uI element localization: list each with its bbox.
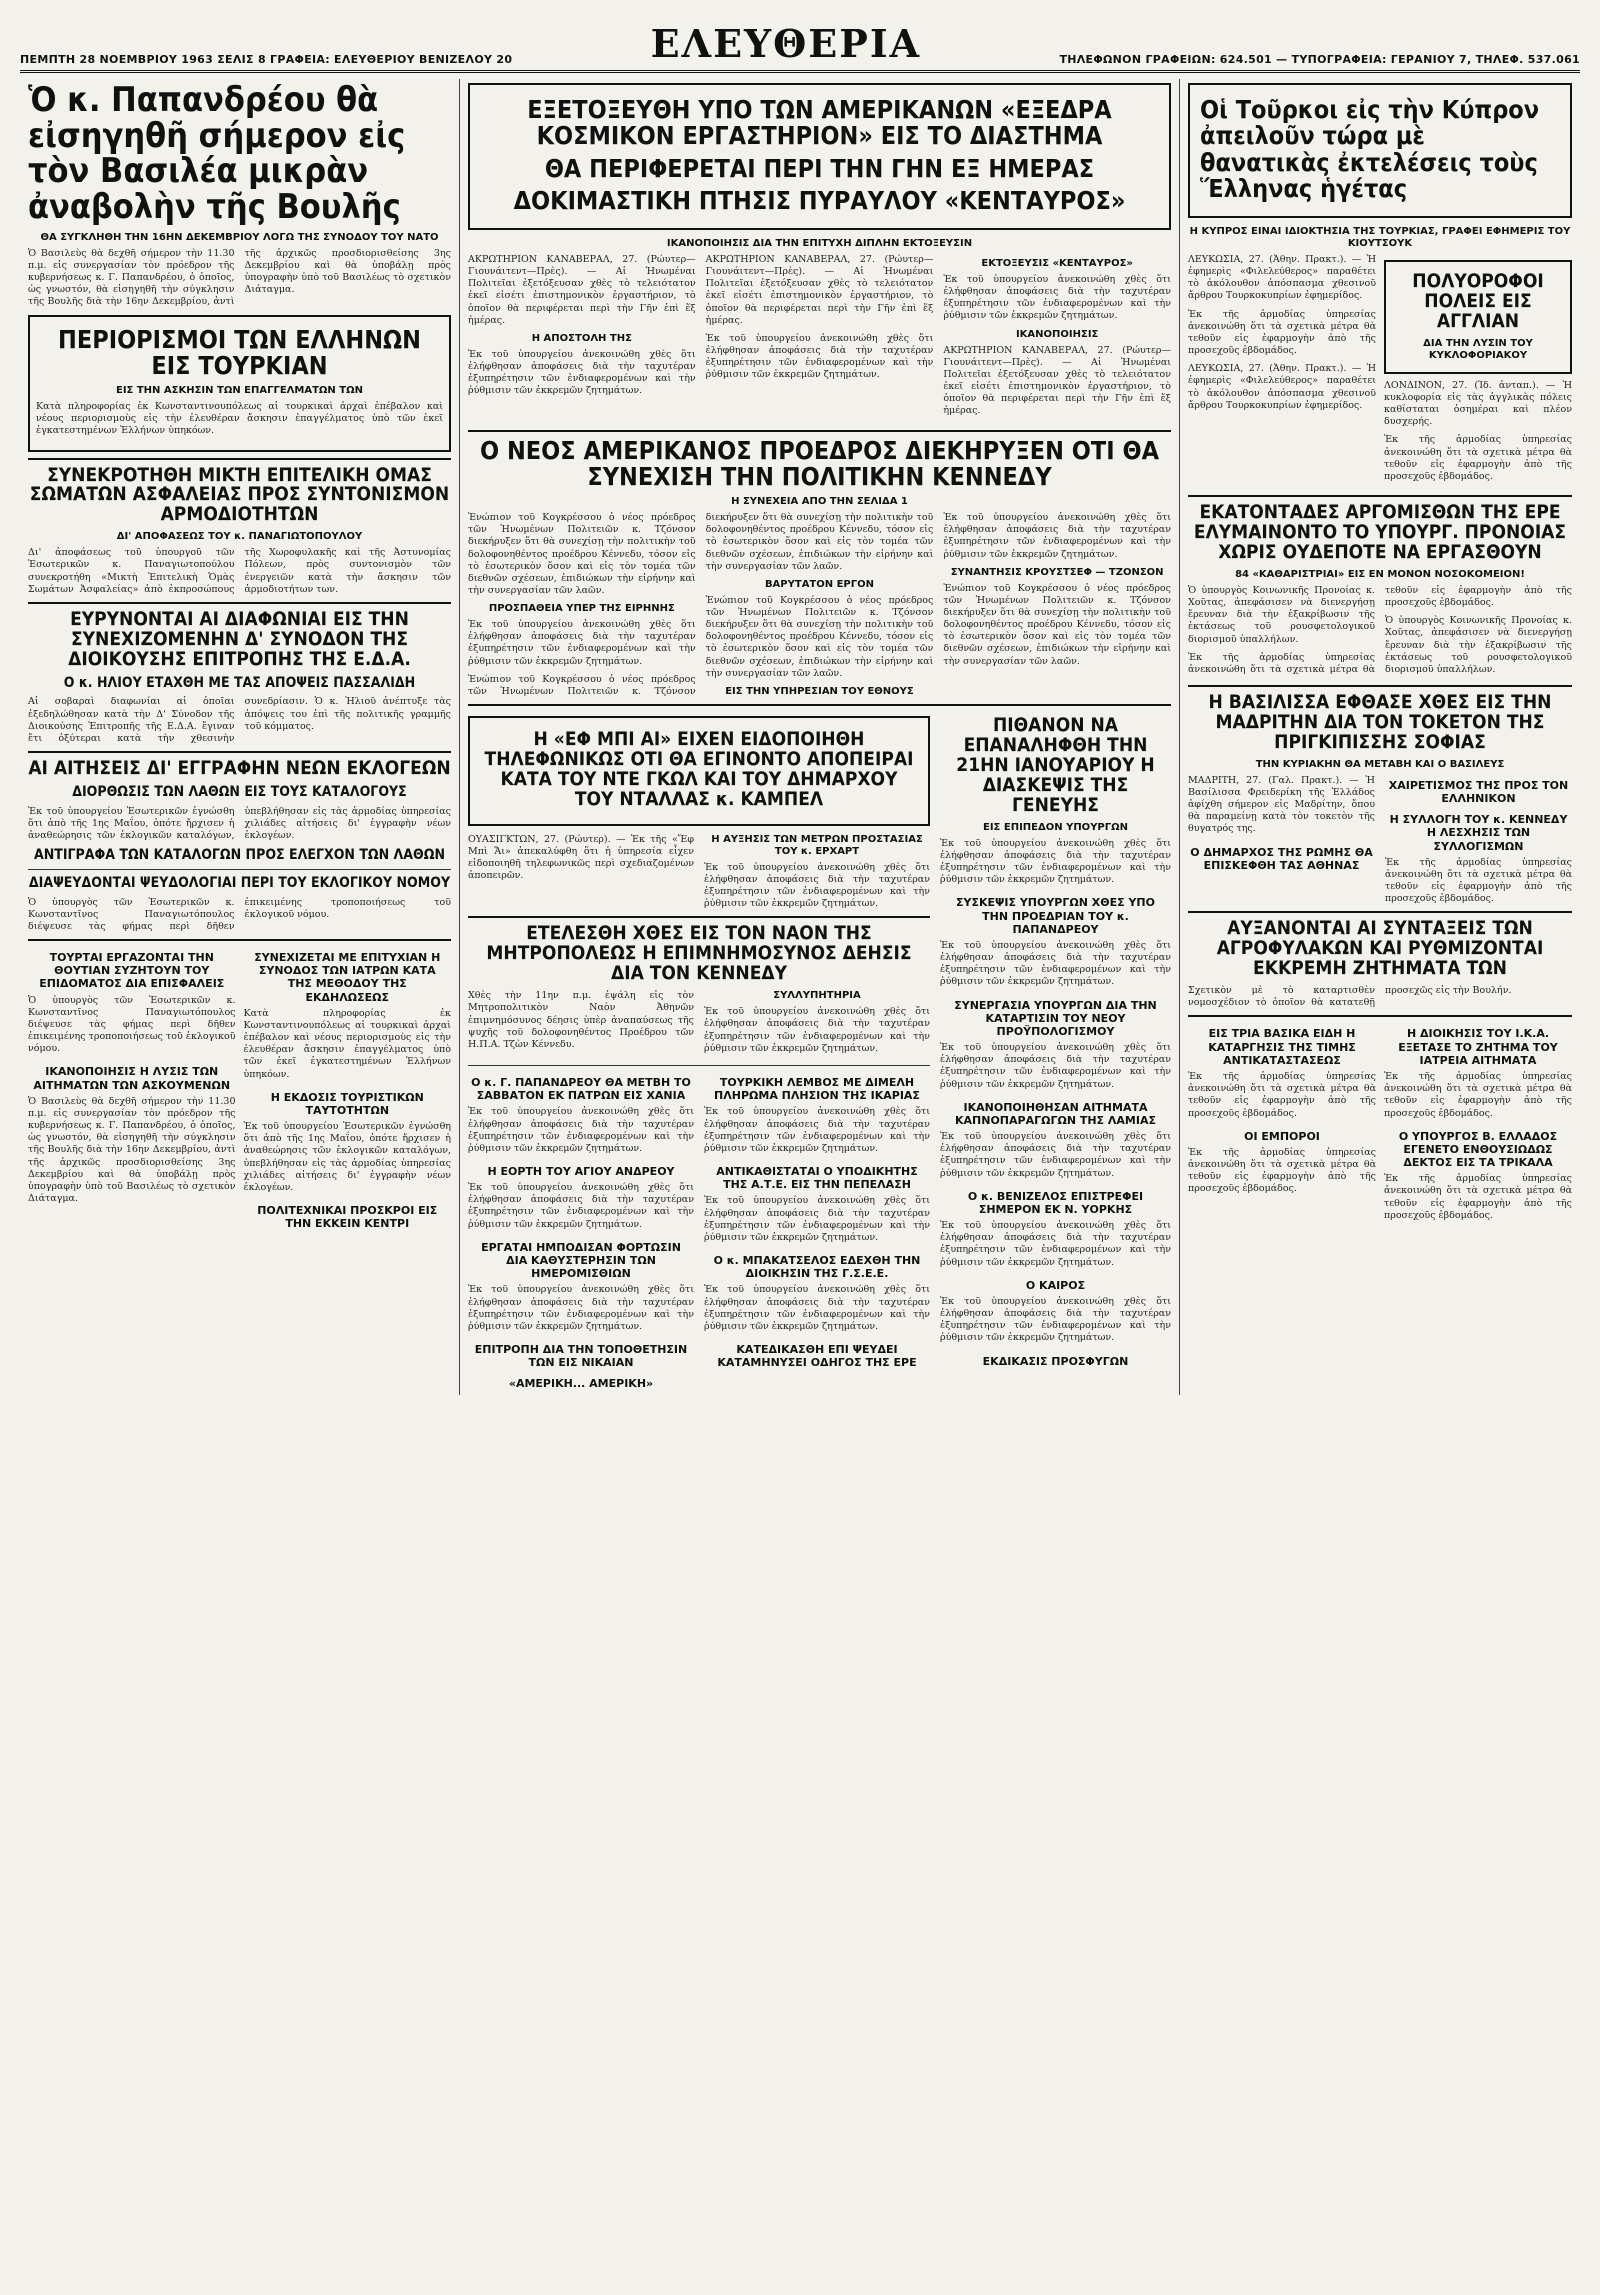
masthead-phones: ΤΗΛΕΦΩΝΟΝ ΓΡΑΦΕΙΩΝ: 624.501 — ΤΥΠΟΓΡΑΦΕΙΑ: ΓΕΡΑΝΙΟΥ 7, ΤΗΛΕΦ. 537.061 xyxy=(1059,53,1580,66)
security-forces-headline: ΣΥΝΕΚΡΟΤΗΘΗ ΜΙΚΤΗ ΕΠΙΤΕΛΙΚΗ ΟΜΑΣ ΣΩΜΑΤΩΝ ΑΣΦΑΛΕΙΑΣ ΠΡΟΣ ΣΥΝΤΟΝΙΣΜΟΝ ΑΡΜΟΔΙΟΤΗΤΩΝ xyxy=(29,463,450,526)
turkey-restrictions-subhead: ΕΙΣ ΤΗΝ ΑΣΚΗΣΙΝ ΤΩΝ ΕΠΑΓΓΕΛΜΑΤΩΝ ΤΩΝ xyxy=(116,385,363,397)
geneva-text: Ἐκ τοῦ ὑπουργείου ἀνεκοινώθη χθὲς ὅτι ἐλήφθησαν ἀποφάσεις διὰ τὴν ταχυτέραν ἐξυπηρέτησιν τῶν ἐνδιαφερομένων καὶ τὴν ῥύθμισιν τῶν ἐκκρεμῶν ζητημάτων. xyxy=(940,837,1171,886)
page-columns xyxy=(20,79,1580,1395)
tobacco-headline: ΙΚΑΝΟΠΟΙΗΘΗΣΑΝ ΑΙΤΗΜΑΤΑ ΚΑΠΝΟΠΑΡΑΓΩΓΩΝ ΤΗΣ ΛΑΜΙΑΣ xyxy=(955,1100,1156,1127)
space-lab-col-3 xyxy=(943,254,1171,424)
workers-text: Ἐκ τοῦ ὑπουργείου ἀνεκοινώθη χθὲς ὅτι ἐλήφθησαν ἀποφάσεις διὰ τὴν ταχυτέραν ἐξυπηρέτησιν τῶν ἐνδιαφερομένων καὶ τὴν ῥύθμισιν τῶν ἐκκρεμῶν ζητημάτων. xyxy=(468,1284,694,1332)
papandreou-headline: Ὁ κ. Παπανδρέου θὰ εἰσηγηθῆ σήμερον εἰς τὸν Βασιλέα μικρὰν ἀναβολὴν τῆς Βουλῆς xyxy=(28,80,406,228)
divider xyxy=(28,751,451,753)
ikaria-boat-text: Ἐκ τοῦ ὑπουργείου ἀνεκοινώθη χθὲς ὅτι ἐλήφθησαν ἀποφάσεις διὰ τὴν ταχυτέραν ἐξυπηρέτησιν τῶν ἐνδιαφερομένων καὶ τὴν ῥύθμισιν τῶν ἐκκρεμῶν ζητημάτων. xyxy=(704,1106,930,1154)
heavy-task-subhead: ΒΑΡΥΤΑΤΟΝ ΕΡΓΟΝ xyxy=(764,578,875,590)
continuation-note: Η ΣΥΝΕΧΕΙΑ ΑΠΟ ΤΗΝ ΣΕΛΙΔΑ 1 xyxy=(731,496,908,508)
merchants-text: Ἐκ τῆς ἁρμοδίας ὑπηρεσίας ἀνεκοινώθη ὅτι τὰ σχετικὰ μέτρα θὰ τεθοῦν εἰς ἐφαρμογὴν ἀπὸ τῆς προσεχοῦς ἑβδομάδος. xyxy=(1188,1146,1376,1195)
trikala-text: Ἐκ τῆς ἁρμοδίας ὑπηρεσίας ἀνεκοινώθη ὅτι τὰ σχετικὰ μέτρα θὰ τεθοῦν εἰς ἐφαρμογὴν ἀπὸ τῆς προσεχοῦς ἑβδομάδος. xyxy=(1384,1173,1572,1221)
multistorey-text: ΛΟΝΔΙΝΟΝ, 27. (Ἰδ. ἀνταπ.). — Ἡ κυκλοφορία εἰς τὰς ἀγγλικὰς πόλεις καθίσταται ὁσημέραι καὶ πλέον δυσχερής. xyxy=(1384,379,1572,428)
multistorey-headline: ΠΟΛΥΟΡΟΦΟΙ ΠΟΛΕΙΣ ΕΙΣ ΑΓΓΛΙΑΝ xyxy=(1412,270,1544,332)
eda-headline: ΕΥΡΥΝΟΝΤΑΙ ΑΙ ΔΙΑΦΩΝΙΑΙ ΕΙΣ ΤΗΝ ΣΥΝΕΧΙΖΟΜΕΝΗΝ Δ' ΣΥΝΟΔΟΝ ΤΗΣ ΔΙΟΙΚΟΥΣΗΣ ΕΠΙΤΡΟΠΗΣ ΤΗΣ Ε.Δ.Α. xyxy=(68,607,411,670)
allowance-text: Ὁ ὑπουργὸς τῶν Ἐσωτερικῶν κ. Κωνσταντῖνος Παναγιωτόπουλος διέψευσε τὰς φήμας περὶ δῆθεν ἐπικειμένης τροποποιήσεως τοῦ ἐκλογικοῦ νόμου. xyxy=(28,994,236,1055)
merchants-headline: ΟΙ ΕΜΠΟΡΟΙ xyxy=(1244,1129,1320,1143)
security-forces-text: Δι' ἀποφάσεως τοῦ ὑπουργοῦ τῶν Ἐσωτερικῶν κ. Παναγιωτοπούλου συνεκροτήθη «Μικτὴ Ἐπιτελικὴ Ὁμὰς Σωμάτων Ἀσφαλείας» ἀπὸ ἐκπροσώπους τῆς Χωροφυλακῆς καὶ τῆς Ἀστυνομίας Πόλεων, πρὸς συντονισμὸν τῶν ἐνεργειῶν κατὰ τὴν ἄσκησιν τῶν ἁρμοδιοτήτων των. xyxy=(28,547,451,595)
cyprus-col-2 xyxy=(1384,254,1572,489)
fbi-box xyxy=(468,716,930,826)
rural-guards-text: Σχετικὸν μὲ τὸ καταρτισθὲν νομοσχέδιον τὸ ὁποῖον θὰ κατατεθῇ προσεχῶς εἰς τὴν Βουλήν. xyxy=(1188,985,1512,1009)
geneva-subhead: ΕΙΣ ΕΠΙΠΕΔΟΝ ΥΠΟΥΡΓΩΝ xyxy=(983,821,1128,833)
voters-subheadline: ΔΙΟΡΘΩΣΙΣ ΤΩΝ ΛΑΘΩΝ ΕΙΣ ΤΟΥΣ ΚΑΤΑΛΟΓΟΥΣ xyxy=(72,784,407,800)
left-column xyxy=(20,79,460,1395)
basic-goods-headline: ΕΙΣ ΤΡΙΑ ΒΑΣΙΚΑ ΕΙΔΗ Η ΚΑΤΑΡΓΗΣΙΣ ΤΗΣ ΤΙΜΗΣ ΑΝΤΙΚΑΤΑΣΤΑΣΕΩΣ xyxy=(1208,1027,1356,1067)
voters-text: Ἐκ τοῦ ὑπουργείου Ἐσωτερικῶν ἐγνώσθη ὅτι ἀπὸ τῆς 1ης Μαΐου, ὁπότε ἤρχισεν ἡ ἀναθεώρησις τῶν ἐκλογικῶν καταλόγων, ὑπεβλήθησαν εἰς τὰς ἁρμοδίας ὑπηρεσίας χιλιάδες αἰτήσεις δι' ἐγγραφὴν νέων ἐκλογέων. xyxy=(28,805,451,841)
iliou-headline: Ο κ. ΗΛΙΟΥ ΕΤΑΧΘΗ ΜΕ ΤΑΣ ΑΠΟΨΕΙΣ ΠΑΣΣΑΛΙΔΗ xyxy=(63,674,416,691)
cyprus-text: ΛΕΥΚΩΣΙΑ, 27. (Ἀθην. Πρακτ.). — Ἡ ἐφημερὶς «Φιλελεύθερος» παραθέτει τὸ ἀκόλουθον ἀπόσπασμα χθεσινοῦ ἄρθρου Τουρκοκυπρίων ἐφημερίδος. xyxy=(1188,254,1376,302)
refugees-headline: ΕΚΔΙΚΑΣΙΣ ΠΡΟΣΦΥΓΩΝ xyxy=(982,1354,1129,1368)
fbi-text: ΟΥΑΣΙΓΚΤΩΝ, 27. (Ρώυτερ). — Ἐκ τῆς «Ἔφ Μπὶ Ἄι» ἀπεκαλύφθη ὅτι ἡ ὑπηρεσία εἶχεν εἰδοποιηθῆ τηλεφωνικῶς περὶ σχεδιαζομένων ἀποπειρῶν. xyxy=(468,833,694,882)
multistorey-text-2: Ἐκ τῆς ἁρμοδίας ὑπηρεσίας ἀνεκοινώθη ὅτι τὰ σχετικὰ μέτρα θὰ τεθοῦν εἰς ἐφαρμογὴν ἀπὸ τῆς προσεχοῦς ἑβδομάδος. xyxy=(1384,434,1572,482)
divider xyxy=(468,430,1171,432)
madrid-text-2: Ἐκ τῆς ἁρμοδίας ὑπηρεσίας ἀνεκοινώθη ὅτι τὰ σχετικὰ μέτρα θὰ τεθοῦν εἰς ἐφαρμογὴν ἀπὸ τῆς προσεχοῦς ἑβδομάδος. xyxy=(1385,856,1572,905)
nikaia-committee-headline: ΕΠΙΤΡΟΠΗ ΔΙΑ ΤΗΝ ΤΟΠΟΘΕΤΗΣΙΝ ΤΩΝ ΕΙΣ ΝΙΚΑΙΑΝ xyxy=(474,1342,688,1370)
cyprus-headline: Οἱ Τοῦρκοι εἰς τὴν Κύπρον ἀπειλοῦν τώρα μὲ θανατικὰς ἐκτελέσεις τοὺς Ἕλληνας ἡγέτας xyxy=(1200,95,1540,203)
center-lower-right xyxy=(940,712,1171,1394)
multistorey-box xyxy=(1384,260,1572,374)
cyprus-text-2: Ἐκ τῆς ἁρμοδίας ὑπηρεσίας ἀνεκοινώθη ὅτι τὰ σχετικὰ μέτρα θὰ τεθοῦν εἰς ἐφαρμογὴν ἀπὸ τῆς προσεχοῦς ἑβδομάδος. xyxy=(1188,308,1376,357)
metropolis-text: Χθὲς τὴν 11ην π.μ. ἐψάλη εἰς τὸν Μητροπολιτικὸν Ναὸν Ἀθηνῶν ἐπιμνημόσυνος δέησις ὑπὲρ ἀναπαύσεως τῆς ψυχῆς τοῦ δολοφονηθέντος Προέδρου τῶν Η.Π.Α. Τζὼν Κέννεδυ. xyxy=(468,990,694,1050)
electoral-law-text: Ὁ ὑπουργὸς τῶν Ἐσωτερικῶν κ. Κωνσταντῖνος Παναγιωτόπουλος διέψευσε τὰς φήμας περὶ δῆθεν ἐπικειμένης τροποποιήσεως τοῦ ἐκλογικοῦ νόμου. xyxy=(28,896,451,932)
fbi-headline: Η «ΕΦ ΜΠΙ ΑΙ» ΕΙΧΕΝ ΕΙΔΟΠΟΙΗΘΗ ΤΗΛΕΦΩΝΙΚΩΣ ΟΤΙ ΘΑ ΕΓΙΝΟΝΤΟ ΑΠΟΠΕΙΡΑΙ ΚΑΤΑ ΤΟΥ ΝΤΕ ΓΚΩΛ ΚΑΙ ΤΟΥ ΔΗΜΑΡΧΟΥ ΤΟΥ ΝΤΑΛΛΑΣ κ. ΚΑΜΠΕΛ xyxy=(484,728,914,810)
right-bottom-col-2 xyxy=(1384,1023,1572,1227)
divider xyxy=(1188,911,1572,913)
center-small-boxes xyxy=(468,1072,930,1395)
cyprus-box xyxy=(1188,83,1572,218)
ere-driver-headline: ΚΑΤΕΔΙΚΑΣΘΗ ΕΠΙ ΨΕΥΔΕΙ ΚΑΤΑΜΗΝΥΣΕΙ ΟΔΗΓΟΣ ΤΗΣ ΕΡΕ xyxy=(717,1342,917,1370)
space-lab-headline-2: ΘΑ ΠΕΡΙΦΕΡΕΤΑΙ ΠΕΡΙ ΤΗΝ ΓΗΝ ΕΞ ΗΜΕΡΑΣ xyxy=(544,153,1095,183)
turkey-restrictions-box xyxy=(28,315,451,452)
budget-headline: ΣΥΝΕΡΓΑΣΙΑ ΥΠΟΥΡΓΩΝ ΔΙΑ ΤΗΝ ΚΑΤΑΡΤΙΣΙΝ ΤΟΥ ΝΕΟΥ ΠΡΟΫΠΟΛΟΓΙΣΜΟΥ xyxy=(954,998,1157,1038)
mission-text: Ἐκ τοῦ ὑπουργείου ἀνεκοινώθη χθὲς ὅτι ἐλήφθησαν ἀποφάσεις διὰ τὴν ταχυτέραν ἐξυπηρέτησιν τῶν ἐνδιαφερομένων καὶ τὴν ῥύθμισιν τῶν ἐκκρεμῶν ζητημάτων. xyxy=(468,348,696,397)
ere-text-3: Ὁ ὑπουργὸς Κοινωνικῆς Προνοίας κ. Χοῦτας, ἀπεφάσισεν νὰ διενεργήσῃ ἔρευναν διὰ τὴν ἐξακρίβωσιν τῆς ἐκτάσεως τοῦ ρουσφετολογικοῦ διορισμοῦ ὑπαλλήλων. xyxy=(1385,615,1572,675)
peace-subhead: ΠΡΟΣΠΑΘΕΙΑ ΥΠΕΡ ΤΗΣ ΕΙΡΗΝΗΣ xyxy=(488,603,675,615)
divider xyxy=(28,869,451,870)
fbi-body xyxy=(468,834,930,911)
center-small-col-1 xyxy=(468,1072,694,1395)
papandreou-subhead: ΘΑ ΣΥΓΚΛΗΘΗ ΤΗΝ 16ΗΝ ΔΕΚΕΜΒΡΙΟΥ ΛΟΓΩ ΤΗΣ ΣΥΝΟΔΟΥ ΤΟΥ ΝΑΤΟ xyxy=(40,231,439,243)
johnson-headline: Ο ΝΕΟΣ ΑΜΕΡΙΚΑΝΟΣ ΠΡΟΕΔΡΟΣ ΔΙΕΚΗΡΥΞΕΝ ΟΤΙ ΘΑ ΣΥΝΕΧΙΣΗ ΤΗΝ ΠΟΛΙΤΙΚΗΝ ΚΕΝΝΕΔΥ xyxy=(480,435,1159,491)
space-lab-body xyxy=(468,254,1171,424)
cyprus-text-3: ΛΕΥΚΩΣΙΑ, 27. (Ἀθην. Πρακτ.). — Ἡ ἐφημερὶς «Φιλελεύθερος» παραθέτει τὸ ἀκόλουθον ἀπόσπασμα χθεσινοῦ ἄρθρου Τουρκοκυπρίων ἐφημερίδος. xyxy=(1188,363,1376,411)
ikaria-boat-headline: ΤΟΥΡΚΙΚΗ ΛΕΜΒΟΣ ΜΕ ΔΙΜΕΛΗ ΠΛΗΡΩΜΑ ΠΛΗΣΙΟΝ ΤΗΣ ΙΚΑΡΙΑΣ xyxy=(714,1075,920,1103)
doctors-text: Κατὰ πληροφορίας ἐκ Κωνσταντινουπόλεως αἱ τουρκικαὶ ἀρχαὶ ἐπέβαλον καὶ νέους περιορισμοὺς εἰς τὴν ἐλευθέραν ἄσκησιν ἐπαγγέλματος ὑπὸ τῶν ἐκεῖ ἐγκατεστημένων Ἑλλήνων ὑπηκόων. xyxy=(243,1007,451,1080)
trikala-headline: Ο ΥΠΟΥΡΓΟΣ Β. ΕΛΛΑΔΟΣ ΕΓΕΝΕΤΟ ΕΝΘΟΥΣΙΩΔΩΣ ΔΕΚΤΟΣ ΕΙΣ ΤΑ ΤΡΙΚΑΛΑ xyxy=(1398,1129,1558,1170)
space-lab-banner xyxy=(468,83,1171,230)
erhard-subhead: Η ΑΥΞΗΣΙΣ ΤΩΝ ΜΕΤΡΩΝ ΠΡΟΣΤΑΣΙΑΣ ΤΟΥ κ. ΕΡΧΑΡΤ xyxy=(711,833,923,857)
eda-text: Αἱ σοβαραὶ διαφωνίαι αἱ ὁποῖαι ἐξεδηλώθησαν κατὰ τὴν Δ' Σύνοδον τῆς Διοικούσης Ἐπιτροπῆς τῆς Ε.Δ.Α. ἔγιναν ἔτι ὀξύτεραι κατὰ τὴν χθεσινὴν συνεδρίασιν. Ὁ κ. Ἠλιοῦ ἀνέπτυξε τὰς ἀπόψεις του ἐπὶ τῆς πολιτικῆς γραμμῆς τοῦ κόμματος. xyxy=(28,696,451,744)
peace-text: Ἐκ τοῦ ὑπουργείου ἀνεκοινώθη χθὲς ὅτι ἐλήφθησαν ἀποφάσεις διὰ τὴν ταχυτέραν ἐξυπηρέτησιν τῶν ἐνδιαφερομένων καὶ τὴν ῥύθμισιν τῶν ἐκκρεμῶν ζητημάτων. xyxy=(468,619,696,667)
cyprus-col-1 xyxy=(1188,254,1376,489)
space-lab-col-1 xyxy=(468,254,696,424)
america-headline: «ΑΜΕΡΙΚΗ... ΑΜΕΡΙΚΗ» xyxy=(508,1377,654,1391)
ere-subhead: 84 «ΚΑΘΑΡΙΣΤΡΙΑΙ» ΕΙΣ ΕΝ ΜΟΝΟΝ ΝΟΣΟΚΟΜΕΙΟΝ! xyxy=(1235,568,1525,580)
saint-andrew-headline: Η ΕΟΡΤΗ ΤΟΥ ΑΓΙΟΥ ΑΝΔΡΕΟΥ xyxy=(487,1164,675,1178)
centaur-launch-subhead: ΕΚΤΟΞΕΥΣΙΣ «ΚΕΝΤΑΥΡΟΣ» xyxy=(981,258,1133,269)
divider xyxy=(1188,685,1572,687)
masthead xyxy=(20,18,1580,73)
trainees-headline: ΙΚΑΝΟΠΟΙΗΣΙΣ Η ΛΥΣΙΣ ΤΩΝ ΑΙΤΗΜΑΤΩΝ ΤΩΝ ΑΣΚΟΥΜΕΝΩΝ xyxy=(33,1065,231,1092)
satisfaction-subhead: ΙΚΑΝΟΠΟΙΗΣΙΣ xyxy=(1015,328,1099,340)
cyprus-subhead: Η ΚΥΠΡΟΣ ΕΙΝΑΙ ΙΔΙΟΚΤΗΣΙΑ ΤΗΣ ΤΟΥΡΚΙΑΣ, ΓΡΑΦΕΙ ΕΦΗΜΕΡΙΣ ΤΟΥ ΚΙΟΥΤΣΟΥΚ xyxy=(1189,226,1571,249)
erhard-text: Ἐκ τοῦ ὑπουργείου ἀνεκοινώθη χθὲς ὅτι ἐλήφθησαν ἀποφάσεις διὰ τὴν ταχυτέραν ἐξυπηρέτησιν τῶν ἐνδιαφερομένων καὶ τὴν ῥύθμισιν τῶν ἐκκρεμῶν ζητημάτων. xyxy=(704,861,930,910)
workers-headline: ΕΡΓΑΤΑΙ ΗΜΠΟΔΙΣΑΝ ΦΟΡΤΩΣΙΝ ΔΙΑ ΚΑΘΥΣΤΕΡΗΣΙΝ ΤΩΝ ΗΜΕΡΟΜΙΣΘΙΩΝ xyxy=(481,1240,681,1281)
ere-headline: ΕΚΑΤΟΝΤΑΔΕΣ ΑΡΓΟΜΙΣΘΩΝ ΤΗΣ ΕΡΕ ΕΛΥΜΑΙΝΟΝΤΟ ΤΟ ΥΠΟΥΡΓ. ΠΡΟΝΟΙΑΣ ΧΩΡΙΣ ΟΥΔΕΠΟΤΕ ΝΑ ΕΡΓΑΣΘΟΥΝ xyxy=(1193,501,1567,563)
divider xyxy=(468,916,930,918)
gsee-text: Ἐκ τοῦ ὑπουργείου ἀνεκοινώθη χθὲς ὅτι ἐλήφθησαν ἀποφάσεις διὰ τὴν ταχυτέραν ἐξυπηρέτησιν τῶν ἐνδιαφερομένων καὶ τὴν ῥύθμισιν τῶν ἐκκρεμῶν ζητημάτων. xyxy=(704,1284,930,1332)
madrid-headline: Η ΒΑΣΙΛΙΣΣΑ ΕΦΘΑΣΕ ΧΘΕΣ ΕΙΣ ΤΗΝ ΜΑΔΡΙΤΗΝ ΔΙΑ ΤΟΝ ΤΟΚΕΤΟΝ ΤΗΣ ΠΡΙΓΚΙΠΙΣΣΗΣ ΣΟΦΙΑΣ xyxy=(1208,690,1552,753)
divider xyxy=(1188,495,1572,497)
rome-mayor-headline: Ο ΔΗΜΑΡΧΟΣ ΤΗΣ ΡΩΜΗΣ ΘΑ ΕΠΙΣΚΕΦΘΗ ΤΑΣ ΑΘΗΝΑΣ xyxy=(1190,845,1373,872)
trainees-text: Ὁ Βασιλεὺς θὰ δεχθῆ σήμερον τὴν 11.30 π.μ. εἰς συνεργασίαν τὸν πρόεδρον τῆς κυβερνήσεως κ. Γ. Παπανδρέου, ὁ ὁποῖος, ὡς γνωστόν, θὰ εἰσηγηθῆ τὴν σύγκλησιν τῆς Βουλῆς διὰ τὴν 16ην Δεκεμβρίου, ἀντὶ τῆς ἀρχικῶς προσδιορισθείσης 3ης Δεκεμβρίου καὶ θὰ ὑποβάλῃ πρὸς ὑπογραφὴν ὑπὸ τοῦ Βασιλέως τὸ σχετικὸν Διάταγμα. xyxy=(28,1095,236,1204)
masthead-date-address: ΠΕΜΠΤΗ 28 ΝΟΕΜΒΡΙΟΥ 1963 ΣΕΛΙΣ 8 ΓΡΑΦΕΙΑ: ΕΛΕΥΘΕΡΙΟΥ ΒΕΝΙΖΕΛΟΥ 20 xyxy=(20,53,513,66)
madrid-text: ΜΑΔΡΙΤΗ, 27. (Γαλ. Πρακτ.). — Ἡ Βασίλισσα Φρειδερίκη τῆς Ἑλλάδος ἀφίχθη σήμερον εἰς Μαδρίτην, ὅπου θὰ παραμείνῃ κατὰ τὸν τοκετὸν τῆς θυγατρός της. xyxy=(1188,774,1375,835)
rural-guards-headline: ΑΥΞΑΝΟΝΤΑΙ ΑΙ ΣΥΝΤΑΞΕΙΣ ΤΩΝ ΑΓΡΟΦΥΛΑΚΩΝ ΚΑΙ ΡΥΘΜΙΖΟΝΤΑΙ ΕΚΚΡΕΜΗ ΖΗΤΗΜΑΤΑ ΤΩΝ xyxy=(1216,917,1544,980)
left-bottom-boxes xyxy=(28,947,451,1234)
satisfaction-text: ΑΚΡΩΤΗΡΙΟΝ ΚΑΝΑΒΕΡΑΛ, 27. (Ρώυτερ—Γιουνάιτεντ—Πρὲς). — Αἱ Ἡνωμέναι Πολιτεῖαι ἐξετόξευσαν χθὲς τὸ τελειότατον ἐκεῖ εἰσέτι ἐπιστημονικὸν ἐργαστήριον, τὸ ὁποῖον θὰ περιφέρεται περὶ τὴν Γῆν ἐπὶ ἕξ ἡμέρας. xyxy=(943,344,1171,417)
ministers-meeting-text: Ἐκ τοῦ ὑπουργείου ἀνεκοινώθη χθὲς ὅτι ἐλήφθησαν ἀποφάσεις διὰ τὴν ταχυτέραν ἐξυπηρέτησιν τῶν ἐνδιαφερομένων καὶ τὴν ῥύθμισιν τῶν ἐκκρεμῶν ζητημάτων. xyxy=(940,939,1171,988)
papandreou-chania-text: Ἐκ τοῦ ὑπουργείου ἀνεκοινώθη χθὲς ὅτι ἐλήφθησαν ἀποφάσεις διὰ τὴν ταχυτέραν ἐξυπηρέτησιν τῶν ἐνδιαφερομένων καὶ τὴν ῥύθμισιν τῶν ἐκκρεμῶν ζητημάτων. xyxy=(468,1106,694,1154)
newspaper-page xyxy=(20,18,1580,2258)
budget-text: Ἐκ τοῦ ὑπουργείου ἀνεκοινώθη χθὲς ὅτι ἐλήφθησαν ἀποφάσεις διὰ τὴν ταχυτέραν ἐξυπηρέτησιν τῶν ἐνδιαφερομένων καὶ τὴν ῥύθμισιν τῶν ἐκκρεμῶν ζητημάτων. xyxy=(940,1042,1171,1090)
papandreou-text: Ὁ Βασιλεὺς θὰ δεχθῆ σήμερον τὴν 11.30 π.μ. εἰς συνεργασίαν τὸν πρόεδρον τῆς κυβερνήσεως κ. Γ. Παπανδρέου, ὁ ὁποῖος, ὡς γνωστόν, θὰ εἰσηγηθῆ τὴν σύγκλησιν τῆς Βουλῆς διὰ τὴν 16ην Δεκεμβρίου, ἀντὶ τῆς ἀρχικῶς προσδιορισθείσης 3ης Δεκεμβρίου καὶ θὰ ὑποβάλῃ πρὸς ὑπογραφὴν ὑπὸ τοῦ Βασιλέως τὸ σχετικὸν Διάταγμα. xyxy=(28,247,451,308)
khrushchev-text: Ἐνώπιον τοῦ Κογκρέσσου ὁ νέος πρόεδρος τῶν Ἡνωμένων Πολιτειῶν κ. Τζόνσον διεκήρυξεν ὅτι θὰ συνεχίσῃ τὴν πολιτικὴν τοῦ δολοφονηθέντος προέδρου Κέννεδυ, τόσον εἰς τὸ ἐσωτερικὸν ὅσον καὶ εἰς τὸν τομέα τῶν διεθνῶν σχέσεων, ἐπιδιώκων τὴν εἰρήνην καὶ τὴν συνεργασίαν τῶν λαῶν. xyxy=(943,582,1171,667)
nation-service-subhead: ΕΙΣ ΤΗΝ ΥΠΗΡΕΣΙΑΝ ΤΟΥ ΕΘΝΟΥΣ xyxy=(725,685,914,697)
ere-text: Ὁ ὑπουργὸς Κοινωνικῆς Προνοίας κ. Χοῦτας, ἀπεφάσισεν νὰ διενεργήσῃ ἔρευναν διὰ τὴν ἐξακρίβωσιν τῆς ἐκτάσεως τοῦ ρουσφετολογικοῦ διορισμοῦ ὑπαλλήλων. xyxy=(1188,584,1375,645)
divider xyxy=(28,458,451,460)
turkey-restrictions-text: Κατὰ πληροφορίας ἐκ Κωνσταντινουπόλεως αἱ τουρκικαὶ ἀρχαὶ ἐπέβαλον καὶ νέους περιορισμοὺς εἰς τὴν ἐλευθέραν ἄσκησιν ἐπαγγέλματος ὑπὸ τῶν ἐκεῖ ἐγκατεστημένων Ἑλλήνων ὑπηκόων. xyxy=(36,401,443,437)
polytechnic-headline: ΠΟΛΙΤΕΧΝΙΚΑΙ ΠΡΟΣΚΡΟΙ ΕΙΣ ΤΗΝ ΕΚΚΕΙΝ ΚΕΝΤΡΙ xyxy=(257,1204,438,1231)
gsee-headline: Ο κ. ΜΠΑΚΑΤΣΕΛΟΣ ΕΔΕΧΘΗ ΤΗΝ ΔΙΟΙΚΗΣΙΝ ΤΗΣ Γ.Σ.Ε.Ε. xyxy=(713,1253,921,1281)
papandreou-chania-headline: Ο κ. Γ. ΠΑΠΑΝΔΡΕΟΥ ΘΑ ΜΕΤΒΗ ΤΟ ΣΑΒΒΑΤΟΝ ΕΚ ΠΑΤΡΩΝ ΕΙΣ ΧΑΝΙΑ xyxy=(471,1075,691,1103)
condolences-text: Ἐκ τοῦ ὑπουργείου ἀνεκοινώθη χθὲς ὅτι ἐλήφθησαν ἀποφάσεις διὰ τὴν ταχυτέραν ἐξυπηρέτησιν τῶν ἐνδιαφερομένων καὶ τὴν ῥύθμισιν τῶν ἐκκρεμῶν ζητημάτων. xyxy=(704,1006,930,1054)
center-lower xyxy=(468,712,1171,1394)
newspaper-title: ΕΛΕΥΘΕΡΙΑ xyxy=(650,21,922,66)
space-lab-text: ΑΚΡΩΤΗΡΙΟΝ ΚΑΝΑΒΕΡΑΛ, 27. (Ρώυτερ—Γιουνάιτεντ—Πρὲς). — Αἱ Ἡνωμέναι Πολιτεῖαι ἐξετόξευσαν χθὲς τὸ τελειότατον ἐκεῖ εἰσέτι ἐπιστημονικὸν ἐργαστήριον, τὸ ὁποῖον θὰ περιφέρεται περὶ τὴν Γῆν ἐπὶ ἕξ ἡμέρας. xyxy=(468,254,696,326)
nation-service-text: Ἐκ τοῦ ὑπουργείου ἀνεκοινώθη χθὲς ὅτι ἐλήφθησαν ἀποφάσεις διὰ τὴν ταχυτέραν ἐξυπηρέτησιν τῶν ἐνδιαφερομένων καὶ τὴν ῥύθμισιν τῶν ἐκκρεμῶν ζητημάτων. xyxy=(943,512,1171,560)
ere-body xyxy=(1188,585,1572,679)
ere-text-2: Ἐκ τῆς ἁρμοδίας ὑπηρεσίας ἀνεκοινώθη ὅτι τὰ σχετικὰ μέτρα θὰ τεθοῦν εἰς ἐφαρμογὴν ἀπὸ τῆς προσεχοῦς ἑβδομάδος. xyxy=(1188,584,1572,675)
greeting-headline: ΧΑΙΡΕΤΙΣΜΟΣ ΤΗΣ ΠΡΟΣ ΤΟΝ ΕΛΛΗΝΙΚΟΝ xyxy=(1388,778,1569,805)
johnson-body xyxy=(468,512,1171,698)
allowance-headline: ΤΟΥΡΤΑΙ ΕΡΓΑΖΟΝΤΑΙ ΤΗΝ ΘΟΥΤΙΑΝ ΣΥΖΗΤΟΥΝ ΤΟΥ ΕΠΙΔΟΜΑΤΟΣ ΔΙΑ ΕΠΙΣΦΑΛΕΙΣ xyxy=(39,951,225,991)
right-bottom-boxes xyxy=(1188,1023,1572,1227)
right-column xyxy=(1180,79,1580,1395)
left-bottom-col-1 xyxy=(28,947,236,1234)
lists-headline: ΑΝΤΙΓΡΑΦΑ ΤΩΝ ΚΑΤΑΛΟΓΩΝ ΠΡΟΣ ΕΛΕΓΧΟΝ ΤΩΝ ΛΑΘΩΝ xyxy=(33,847,446,864)
security-forces-subhead: ΔΙ' ΑΠΟΦΑΣΕΩΣ ΤΟΥ κ. ΠΑΝΑΓΙΩΤΟΠΟΥΛΟΥ xyxy=(116,531,363,543)
metropolis-body xyxy=(468,990,930,1059)
heavy-task-text: Ἐνώπιον τοῦ Κογκρέσσου ὁ νέος πρόεδρος τῶν Ἡνωμένων Πολιτειῶν κ. Τζόνσον διεκήρυξεν ὅτι θὰ συνεχίσῃ τὴν πολιτικὴν τοῦ δολοφονηθέντος προέδρου Κέννεδυ, τόσον εἰς τὸ ἐσωτερικὸν ὅσον καὶ εἰς τὸν τομέα τῶν διεθνῶν σχέσεων, ἐπιδιώκων τὴν εἰρήνην καὶ τὴν συνεργασίαν τῶν λαῶν. xyxy=(705,594,934,679)
divider xyxy=(1188,1015,1572,1017)
right-bottom-col-1 xyxy=(1188,1023,1376,1227)
turkey-restrictions-headline: ΠΕΡΙΟΡΙΣΜΟΙ ΤΩΝ ΕΛΛΗΝΩΝ ΕΙΣ ΤΟΥΡΚΙΑΝ xyxy=(58,324,421,380)
ate-headline: ΑΝΤΙΚΑΘΙΣΤΑΤΑΙ Ο ΥΠΟΔΙΚΗΤΗΣ ΤΗΣ Α.Τ.Ε. ΕΙΣ ΤΗΝ ΠΕΠΕΛΑΣΗ xyxy=(716,1164,918,1192)
madrid-subhead: ΤΗΝ ΚΥΡΙΑΚΗΝ ΘΑ ΜΕΤΑΒΗ ΚΑΙ Ο ΒΑΣΙΛΕΥΣ xyxy=(1255,758,1505,770)
madrid-body xyxy=(1188,775,1572,906)
multistorey-subhead: ΔΙΑ ΤΗΝ ΛΥΣΙΝ ΤΟΥ ΚΥΚΛΟΦΟΡΙΑΚΟΥ xyxy=(1423,337,1533,361)
center-column xyxy=(460,79,1180,1395)
space-lab-text-2: ΑΚΡΩΤΗΡΙΟΝ ΚΑΝΑΒΕΡΑΛ, 27. (Ρώυτερ—Γιουνάιτεντ—Πρὲς). — Αἱ Ἡνωμέναι Πολιτεῖαι ἐξετόξευσαν χθὲς τὸ τελειότατον ἐκεῖ εἰσέτι ἐπιστημονικὸν ἐργαστήριον, τὸ ὁποῖον θὰ περιφέρεται περὶ τὴν Γῆν ἐπὶ ἕξ ἡμέρας. xyxy=(705,254,934,326)
doctors-headline: ΣΥΝΕΧΙΖΕΤΑΙ ΜΕ ΕΠΙΤΥΧΙΑΝ Η ΣΥΝΟΔΟΣ ΤΩΝ ΙΑΤΡΩΝ ΚΑΤΑ ΤΗΣ ΜΕΘΟΔΟΥ ΤΗΣ ΕΚΔΗΛΩΣΕΩΣ xyxy=(254,951,441,1004)
geneva-headline: ΠΙΘΑΝΟΝ ΝΑ ΕΠΑΝΑΛΗΦΘΗ ΤΗΝ 21ΗΝ ΙΑΝΟΥΑΡΙΟΥ Η ΔΙΑΣΚΕΨΙΣ ΤΗΣ ΓΕΝΕΥΗΣ xyxy=(956,714,1155,816)
left-bottom-col-2 xyxy=(244,947,452,1234)
center-small-col-2 xyxy=(704,1072,930,1395)
electoral-law-headline: ΔΙΑΨΕΥΔΟΝΤΑΙ ΨΕΥΔΟΛΟΓΙΑΙ ΠΕΡΙ ΤΟΥ ΕΚΛΟΓΙΚΟΥ ΝΟΜΟΥ xyxy=(28,874,451,891)
khrushchev-subhead: ΣΥΝΑΝΤΗΣΙΣ ΚΡΟΥΣΤΣΕΦ — ΤΖΟΝΣΟΝ xyxy=(950,566,1164,578)
venizelos-text: Ἐκ τοῦ ὑπουργείου ἀνεκοινώθη χθὲς ὅτι ἐλήφθησαν ἀποφάσεις διὰ τὴν ταχυτέραν ἐξυπηρέτησιν τῶν ἐνδιαφερομένων καὶ τὴν ῥύθμισιν τῶν ἐκκρεμῶν ζητημάτων. xyxy=(940,1220,1171,1268)
centaur-text: Ἐκ τοῦ ὑπουργείου ἀνεκοινώθη χθὲς ὅτι ἐλήφθησαν ἀποφάσεις διὰ τὴν ταχυτέραν ἐξυπηρέτησιν τῶν ἐνδιαφερομένων καὶ τὴν ῥύθμισιν τῶν ἐκκρεμῶν ζητημάτων. xyxy=(943,274,1171,322)
space-lab-text-3: Ἐκ τοῦ ὑπουργείου ἀνεκοινώθη χθὲς ὅτι ἐλήφθησαν ἀποφάσεις διὰ τὴν ταχυτέραν ἐξυπηρέτησιν τῶν ἐνδιαφερομένων καὶ τὴν ῥύθμισιν τῶν ἐκκρεμῶν ζητημάτων. xyxy=(705,332,934,381)
basic-goods-text: Ἐκ τῆς ἁρμοδίας ὑπηρεσίας ἀνεκοινώθη ὅτι τὰ σχετικὰ μέτρα θὰ τεθοῦν εἰς ἐφαρμογὴν ἀπὸ τῆς προσεχοῦς ἑβδομάδος. xyxy=(1188,1071,1376,1119)
metropolis-headline: ΕΤΕΛΕΣΘΗ ΧΘΕΣ ΕΙΣ ΤΟΝ ΝΑΟΝ ΤΗΣ ΜΗΤΡΟΠΟΛΕΩΣ Η ΕΠΙΜΝΗΜΟΣΥΝΟΣ ΔΕΗΣΙΣ ΔΙΑ ΤΟΝ ΚΕΝΝΕΔΥ xyxy=(486,922,912,985)
ministers-meeting-headline: ΣΥΣΚΕΨΙΣ ΥΠΟΥΡΓΩΝ ΧΘΕΣ ΥΠΟ ΤΗΝ ΠΡΟΕΔΡΙΑΝ ΤΟΥ κ. ΠΑΠΑΝΔΡΕΟΥ xyxy=(956,896,1155,936)
ika-text: Ἐκ τῆς ἁρμοδίας ὑπηρεσίας ἀνεκοινώθη ὅτι τὰ σχετικὰ μέτρα θὰ τεθοῦν εἰς ἐφαρμογὴν ἀπὸ τῆς προσεχοῦς ἑβδομάδος. xyxy=(1384,1071,1572,1119)
weather-headline: Ο ΚΑΙΡΟΣ xyxy=(1025,1278,1086,1292)
divider xyxy=(28,939,451,941)
condolences-subhead: ΣΥΛΛΥΠΗΤΗΡΙΑ xyxy=(773,990,861,1002)
space-lab-col-2 xyxy=(706,254,934,424)
mission-subhead: Η ΑΠΟΣΤΟΛΗ ΤΗΣ xyxy=(531,332,632,344)
ika-headline: Η ΔΙΟΙΚΗΣΙΣ ΤΟΥ Ι.Κ.Α. ΕΞΕΤΑΣΕ ΤΟ ΖΗΤΗΜΑ ΤΟΥ ΙΑΤΡΕΙΑ ΑΙΤΗΜΑΤΑ xyxy=(1398,1027,1558,1067)
kennedy-collection-headline: Η ΣΥΛΛΟΓΗ ΤΟΥ κ. ΚΕΝΝΕΔΥ Η ΛΕΣΧΗΣΙΣ ΤΩΝ ΣΥΛΛΟΓΙΣΜΩΝ xyxy=(1389,813,1568,853)
tourist-ids-text: Ἐκ τοῦ ὑπουργείου Ἐσωτερικῶν ἐγνώσθη ὅτι ἀπὸ τῆς 1ης Μαΐου, ὁπότε ἤρχισεν ἡ ἀναθεώρησις τῶν ἐκλογικῶν καταλόγων, ὑπεβλήθησαν εἰς τὰς ἁρμοδίας ὑπηρεσίας χιλιάδες αἰτήσεις δι' ἐγγραφὴν νέων ἐκλογέων. xyxy=(243,1121,451,1193)
johnson-text-2: Ἐνώπιον τοῦ Κογκρέσσου ὁ νέος πρόεδρος τῶν Ἡνωμένων Πολιτειῶν κ. Τζόνσον διεκήρυξεν ὅτι θὰ συνεχίσῃ τὴν πολιτικὴν τοῦ δολοφονηθέντος προέδρου Κέννεδυ, τόσον εἰς τὸ ἐσωτερικὸν ὅσον καὶ εἰς τὸν τομέα τῶν διεθνῶν σχέσεων, ἐπιδιώκων τὴν εἰρήνην καὶ τὴν συνεργασίαν τῶν λαῶν. xyxy=(468,512,934,697)
cyprus-body xyxy=(1188,254,1572,489)
weather-text: Ἐκ τοῦ ὑπουργείου ἀνεκοινώθη χθὲς ὅτι ἐλήφθησαν ἀποφάσεις διὰ τὴν ταχυτέραν ἐξυπηρέτησιν τῶν ἐνδιαφερομένων καὶ τὴν ῥύθμισιν τῶν ἐκκρεμῶν ζητημάτων. xyxy=(940,1295,1171,1344)
saint-andrew-text: Ἐκ τοῦ ὑπουργείου ἀνεκοινώθη χθὲς ὅτι ἐλήφθησαν ἀποφάσεις διὰ τὴν ταχυτέραν ἐξυπηρέτησιν τῶν ἐνδιαφερομένων καὶ τὴν ῥύθμισιν τῶν ἐκκρεμῶν ζητημάτων. xyxy=(468,1182,694,1230)
divider xyxy=(28,602,451,604)
space-lab-headline: ΕΞΕΤΟΞΕΥΘΗ ΥΠΟ ΤΩΝ ΑΜΕΡΙΚΑΝΩΝ «ΕΞΕΔΡΑ ΚΟΣΜΙΚΟΝ ΕΡΓΑΣΤΗΡΙΟΝ» ΕΙΣ ΤΟ ΔΙΑΣΤΗΜΑ xyxy=(527,95,1112,151)
voters-headline: ΑΙ ΑΙΤΗΣΕΙΣ ΔΙ' ΕΓΓΡΑΦΗΝ ΝΕΩΝ ΕΚΛΟΓΕΩΝ xyxy=(28,757,451,780)
tourist-ids-headline: Η ΕΚΔΟΣΙΣ ΤΟΥΡΙΣΤΙΚΩΝ ΤΑΥΤΟΤΗΤΩΝ xyxy=(270,1090,424,1117)
venizelos-headline: Ο κ. ΒΕΝΙΖΕΛΟΣ ΕΠΙΣΤΡΕΦΕΙ ΣΗΜΕΡΟΝ ΕΚ Ν. ΥΟΡΚΗΣ xyxy=(967,1189,1144,1216)
divider xyxy=(468,704,1171,706)
centaur-headline: ΔΟΚΙΜΑΣΤΙΚΗ ΠΤΗΣΙΣ ΠΥΡΑΥΛΟΥ «ΚΕΝΤΑΥΡΟΣ» xyxy=(513,185,1126,215)
ate-text: Ἐκ τοῦ ὑπουργείου ἀνεκοινώθη χθὲς ὅτι ἐλήφθησαν ἀποφάσεις διὰ τὴν ταχυτέραν ἐξυπηρέτησιν τῶν ἐνδιαφερομένων καὶ τὴν ῥύθμισιν τῶν ἐκκρεμῶν ζητημάτων. xyxy=(704,1195,930,1243)
tobacco-text: Ἐκ τοῦ ὑπουργείου ἀνεκοινώθη χθὲς ὅτι ἐλήφθησαν ἀποφάσεις διὰ τὴν ταχυτέραν ἐξυπηρέτησιν τῶν ἐνδιαφερομένων καὶ τὴν ῥύθμισιν τῶν ἐκκρεμῶν ζητημάτων. xyxy=(940,1131,1171,1179)
center-lower-left xyxy=(468,712,930,1394)
divider xyxy=(468,1065,930,1066)
johnson-text: Ἐνώπιον τοῦ Κογκρέσσου ὁ νέος πρόεδρος τῶν Ἡνωμένων Πολιτειῶν κ. Τζόνσον διεκήρυξεν ὅτι θὰ συνεχίσῃ τὴν πολιτικὴν τοῦ δολοφονηθέντος προέδρου Κέννεδυ, τόσον εἰς τὸ ἐσωτερικὸν ὅσον καὶ εἰς τὸν τομέα τῶν διεθνῶν σχέσεων, ἐπιδιώκων τὴν εἰρήνην καὶ τὴν συνεργασίαν τῶν λαῶν. xyxy=(468,512,696,596)
space-lab-subhead: ΙΚΑΝΟΠΟΙΗΣΙΣ ΔΙΑ ΤΗΝ ΕΠΙΤΥΧΗ ΔΙΠΛΗΝ ΕΚΤΟΞΕΥΣΙΝ xyxy=(666,238,973,249)
